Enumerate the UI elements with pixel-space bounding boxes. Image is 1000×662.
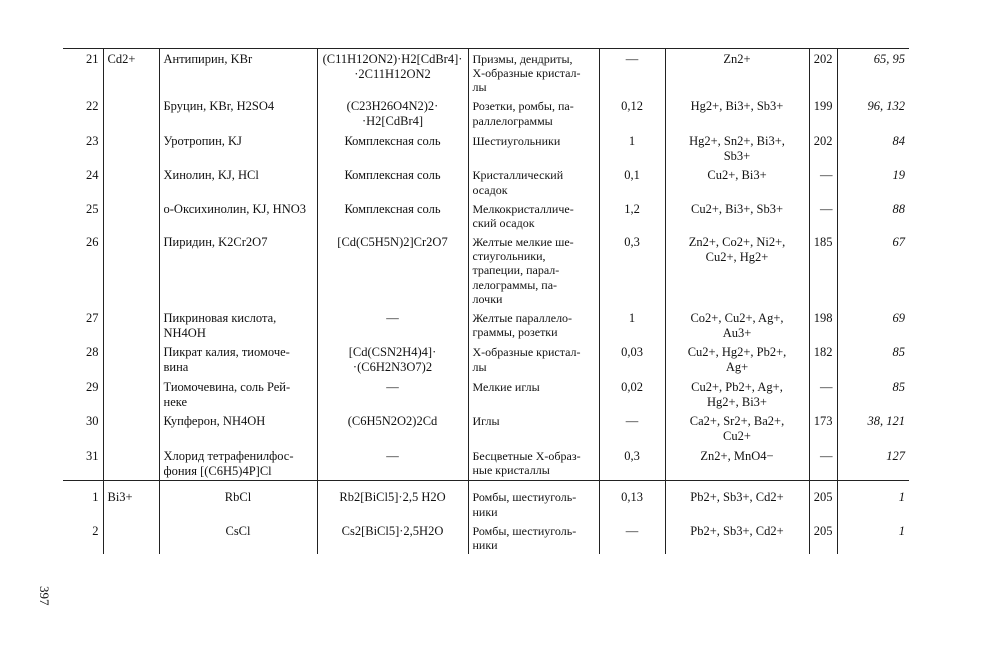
crystals-cell: Кристаллический осадок	[468, 165, 599, 198]
page-cell: —	[809, 377, 837, 412]
sensitivity-cell: 0,12	[599, 96, 665, 131]
table-row	[63, 446, 909, 481]
crystals-cell: Ромбы, шестиуголь- ники	[468, 521, 599, 554]
compound-cell: —	[317, 446, 468, 481]
row-number: 23	[86, 133, 99, 148]
table-row	[63, 521, 909, 554]
references-cell: 67	[837, 232, 909, 308]
reagent-cell: Пикриновая кислота, NH4OH	[159, 308, 317, 343]
interfering-ions-cell: Zn2+, MnO4−	[665, 446, 809, 481]
page-cell: —	[809, 199, 837, 232]
page-cell: 182	[809, 342, 837, 377]
reagent-cell: о-Оксихинолин, KJ, HNO3	[159, 199, 317, 232]
row-number: 2	[92, 523, 99, 538]
ion-cell	[103, 342, 159, 377]
sensitivity-cell: —	[599, 521, 665, 554]
ion-cell	[103, 377, 159, 412]
references-cell: 19	[837, 165, 909, 198]
page-cell: 199	[809, 96, 837, 131]
crystals-cell: Желтые параллело- граммы, розетки	[468, 308, 599, 343]
page-cell: —	[809, 446, 837, 481]
reagent-cell: Уротропин, KJ	[159, 131, 317, 166]
table-row	[63, 411, 909, 446]
sensitivity-cell: —	[599, 411, 665, 446]
ion-cell: Cd2+	[103, 49, 159, 97]
reagent-cell: Хлорид тетрафенилфос- фония [(C6H5)4P]Cl	[159, 446, 317, 481]
ion-cell	[103, 165, 159, 198]
crystals-cell: Бесцветные X-образ- ные кристаллы	[468, 446, 599, 481]
page-cell: 198	[809, 308, 837, 343]
interfering-ions-cell: Co2+, Cu2+, Ag+, Au3+	[665, 308, 809, 343]
ion-cell	[103, 96, 159, 131]
interfering-ions-cell: Cu2+, Pb2+, Ag+, Hg2+, Bi3+	[665, 377, 809, 412]
compound-cell: Cs2[BiCl5]·2,5H2O	[317, 521, 468, 554]
interfering-ions-cell: Hg2+, Sn2+, Bi3+, Sb3+	[665, 131, 809, 166]
interfering-ions-cell: Cu2+, Hg2+, Pb2+, Ag+	[665, 342, 809, 377]
ion-cell	[103, 446, 159, 481]
references-cell: 96, 132	[837, 96, 909, 131]
compound-cell: Комплексная соль	[317, 131, 468, 166]
compound-cell: [Cd(C5H5N)2]Cr2O7	[317, 232, 468, 308]
row-number: 25	[86, 201, 99, 216]
table-row	[63, 232, 909, 308]
sensitivity-cell: 0,02	[599, 377, 665, 412]
page-cell: 205	[809, 487, 837, 520]
interfering-ions-cell: Zn2+	[665, 49, 809, 97]
reagent-cell: Антипирин, KBr	[159, 49, 317, 97]
reactions-table	[63, 48, 909, 554]
row-number: 27	[86, 310, 99, 325]
row-number: 1	[92, 490, 99, 505]
reagent-cell: Тиомочевина, соль Рей- неке	[159, 377, 317, 412]
table-row	[63, 487, 909, 520]
ion-cell	[103, 411, 159, 446]
row-number: 24	[86, 168, 99, 183]
row-number: 21	[63, 49, 103, 97]
crystals-cell: Розетки, ромбы, па- раллелограммы	[468, 96, 599, 131]
page-cell: 202	[809, 49, 837, 97]
page-cell: 205	[809, 521, 837, 554]
crystals-cell: Шестиугольники	[468, 131, 599, 166]
crystals-cell: X-образные кристал- лы	[468, 342, 599, 377]
compound-cell: Комплексная соль	[317, 165, 468, 198]
page-number: 397	[37, 586, 52, 606]
ion-cell	[103, 308, 159, 343]
crystals-cell: Ромбы, шестиуголь- ники	[468, 487, 599, 520]
references-cell: 84	[837, 131, 909, 166]
sensitivity-cell: 0,1	[599, 165, 665, 198]
crystals-cell: Иглы	[468, 411, 599, 446]
compound-cell: Rb2[BiCl5]·2,5 H2O	[317, 487, 468, 520]
sensitivity-cell: 1	[599, 131, 665, 166]
crystals-cell: Мелкие иглы	[468, 377, 599, 412]
interfering-ions-cell: Pb2+, Sb3+, Cd2+	[665, 521, 809, 554]
references-cell: 65, 95	[837, 49, 909, 97]
interfering-ions-cell: Pb2+, Sb3+, Cd2+	[665, 487, 809, 520]
reagent-cell: RbCl	[159, 487, 317, 520]
references-cell: 127	[837, 446, 909, 481]
crystals-cell: Желтые мелкие ше- стиугольники, трапеции, парал- лелограммы, па- лочки	[468, 232, 599, 308]
sensitivity-cell: 0,3	[599, 446, 665, 481]
sensitivity-cell: 0,3	[599, 232, 665, 308]
row-number: 29	[86, 379, 99, 394]
ion-cell	[103, 131, 159, 166]
row-number: 22	[86, 99, 99, 114]
reagent-cell: Пикрат калия, тиомоче- вина	[159, 342, 317, 377]
crystals-cell: Призмы, дендриты, X-образные кристал- лы	[468, 49, 599, 97]
references-cell: 69	[837, 308, 909, 343]
sensitivity-cell: 1	[599, 308, 665, 343]
table-row	[63, 49, 909, 97]
reagent-cell: CsCl	[159, 521, 317, 554]
page-cell: 173	[809, 411, 837, 446]
references-cell: 1	[837, 487, 909, 520]
reagent-cell: Хинолин, KJ, HCl	[159, 165, 317, 198]
interfering-ions-cell: Hg2+, Bi3+, Sb3+	[665, 96, 809, 131]
interfering-ions-cell: Cu2+, Bi3+, Sb3+	[665, 199, 809, 232]
page-cell: 202	[809, 131, 837, 166]
row-number: 28	[86, 345, 99, 360]
compound-cell: [Cd(CSN2H4)4]· ·(C6H2N3O7)2	[317, 342, 468, 377]
compound-cell: Комплексная соль	[317, 199, 468, 232]
table-row	[63, 308, 909, 343]
ion-cell	[103, 521, 159, 554]
sensitivity-cell: 0,13	[599, 487, 665, 520]
ion-cell	[103, 232, 159, 308]
row-number: 30	[86, 414, 99, 429]
sensitivity-cell: 1,2	[599, 199, 665, 232]
reagent-cell: Бруцин, KBr, H2SO4	[159, 96, 317, 131]
references-cell: 1	[837, 521, 909, 554]
table-row	[63, 131, 909, 166]
sensitivity-cell: 0,03	[599, 342, 665, 377]
references-cell: 85	[837, 377, 909, 412]
compound-cell: (C11H12ON2)·H2[CdBr4]· ·2C11H12ON2	[317, 49, 468, 97]
row-number: 31	[86, 448, 99, 463]
sensitivity-cell: —	[599, 49, 665, 97]
ion-cell: Bi3+	[103, 487, 159, 520]
compound-cell: —	[317, 308, 468, 343]
row-number: 26	[86, 235, 99, 250]
references-cell: 88	[837, 199, 909, 232]
table-row	[63, 165, 909, 198]
interfering-ions-cell: Ca2+, Sr2+, Ba2+, Cu2+	[665, 411, 809, 446]
interfering-ions-cell: Zn2+, Co2+, Ni2+, Cu2+, Hg2+	[665, 232, 809, 308]
page-cell: —	[809, 165, 837, 198]
reagent-cell: Купферон, NH4OH	[159, 411, 317, 446]
table-row	[63, 377, 909, 412]
reagent-cell: Пиридин, K2Cr2O7	[159, 232, 317, 308]
references-cell: 85	[837, 342, 909, 377]
ion-cell	[103, 199, 159, 232]
table-row	[63, 342, 909, 377]
compound-cell: (C23H26O4N2)2· ·H2[CdBr4]	[317, 96, 468, 131]
compound-cell: (C6H5N2O2)2Cd	[317, 411, 468, 446]
crystals-cell: Мелкокристалличе- ский осадок	[468, 199, 599, 232]
references-cell: 38, 121	[837, 411, 909, 446]
table-row	[63, 199, 909, 232]
interfering-ions-cell: Cu2+, Bi3+	[665, 165, 809, 198]
table-row	[63, 96, 909, 131]
page-cell: 185	[809, 232, 837, 308]
compound-cell: —	[317, 377, 468, 412]
